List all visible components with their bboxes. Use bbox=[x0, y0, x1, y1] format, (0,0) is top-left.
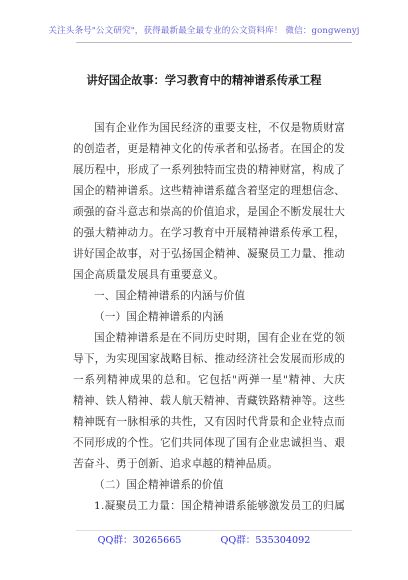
paragraph-line: 国企精神谱系是在不同历史时期，国有企业在党的领 bbox=[94, 332, 345, 344]
paragraph-line: 的创造者，更是精神文化的传承者和弘扬者。在国企的发 bbox=[73, 143, 345, 155]
paragraph-line: 苦奋斗、勇于创新、追求卓越的精神品质。 bbox=[73, 458, 279, 470]
paragraph-line: 顽强的奋斗意志和崇高的价值追求，是国企不断发展壮大 bbox=[73, 206, 345, 218]
paragraph-line: 导下，为实现国家战略目标、推动经济社会发展而形成的 bbox=[73, 353, 345, 365]
document-body bbox=[73, 118, 345, 517]
subsection-heading: （二）国企精神谱系的价值 bbox=[94, 479, 224, 491]
paragraph-line: 的强大精神动力。在学习教育中开展精神谱系传承工程， bbox=[73, 227, 345, 239]
paragraph-line: 讲好国企故事，对于弘扬国企精神、凝聚员工力量、推动 bbox=[73, 248, 345, 260]
paragraph-line: 1.凝聚员工力量：国企精神谱系能够激发员工的归属 bbox=[94, 500, 345, 512]
header-divider bbox=[76, 42, 352, 43]
paragraph-line: 展历程中，形成了一系列独特而宝贵的精神财富，构成了 bbox=[73, 164, 345, 176]
footer-qq-group-1: QQ群：30265665 bbox=[97, 535, 182, 546]
footer-qq-group-2: QQ群：535304092 bbox=[220, 535, 311, 546]
paragraph-line: 国企高质量发展具有重要意义。 bbox=[73, 269, 225, 281]
paragraph-line: 国有企业作为国民经济的重要支柱，不仅是物质财富 bbox=[94, 122, 345, 134]
section-heading: 一、国企精神谱系的内涵与价值 bbox=[94, 290, 246, 302]
paragraph-line: 国企的精神谱系。这些精神谱系蕴含着坚定的理想信念、 bbox=[73, 185, 345, 197]
paragraph-line: 不同形成的个性。它们共同体现了国有企业忠诚担当、艰 bbox=[73, 437, 345, 449]
page-header: 关注头条号"公文研究"，获得最新最全最专业的公文资料库！ 微信：gongwenyj bbox=[48, 26, 360, 36]
paragraph-line: 精神既有一脉相承的共性，又有因时代背景和企业特点而 bbox=[73, 416, 345, 428]
footer-divider bbox=[76, 530, 352, 531]
paragraph-line: 精神、铁人精神、载人航天精神、青藏铁路精神等。这些 bbox=[73, 395, 345, 407]
page-footer bbox=[0, 532, 408, 546]
document-title: 讲好国企故事：学习教育中的精神谱系传承工程 bbox=[86, 73, 322, 87]
subsection-heading: （一）国企精神谱系的内涵 bbox=[94, 311, 224, 323]
paragraph-line: 一系列精神成果的总和。它包括"两弹一星"精神、大庆 bbox=[73, 374, 345, 386]
